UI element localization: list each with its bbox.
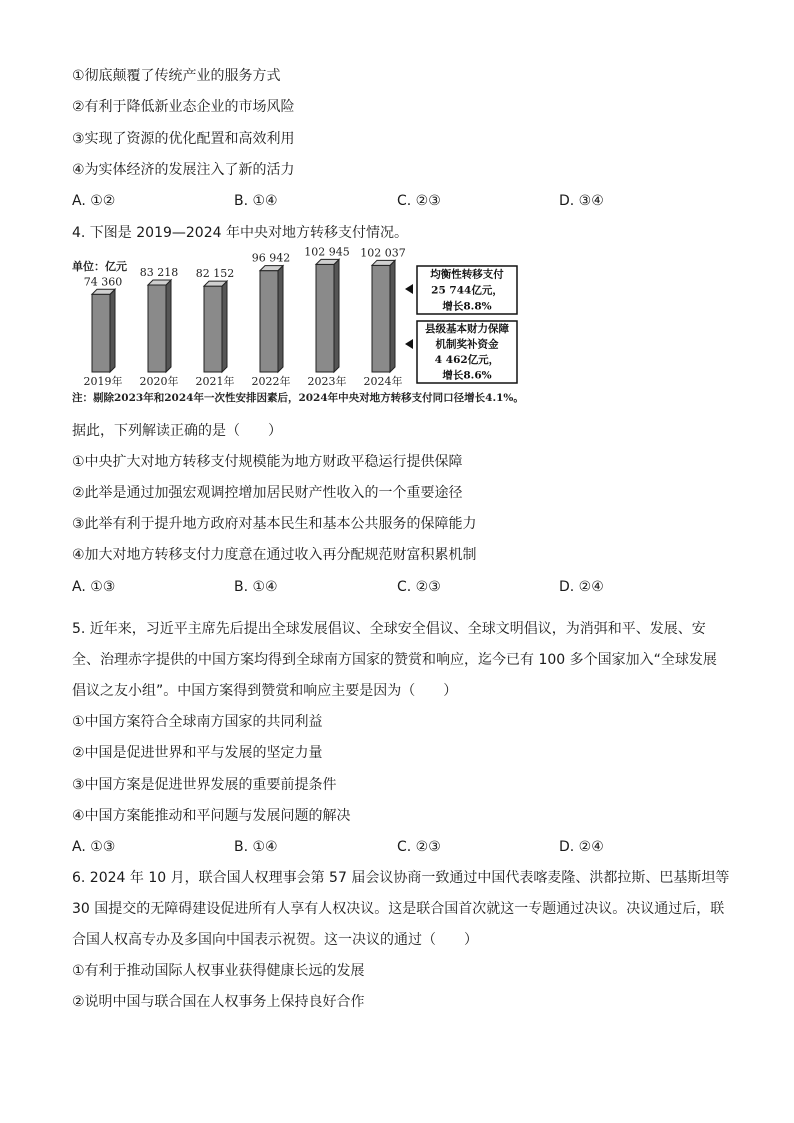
- q4-option-b[interactable]: B. ①④: [234, 579, 278, 595]
- bar-side-3: [222, 281, 227, 372]
- bar-category-label-1: 2019年: [83, 375, 123, 388]
- annotation-1-line-2: 25 744亿元，: [431, 284, 503, 297]
- q3-option-c[interactable]: C. ②③: [397, 193, 441, 209]
- bar-front-1: [92, 294, 110, 372]
- q4-option-c[interactable]: C. ②③: [397, 579, 441, 595]
- q4-stem: 4. 下图是 2019—2024 年中央对地方转移支付情况。: [72, 225, 408, 241]
- q5-item-3: ③中国方案是促进世界发展的重要前提条件: [72, 777, 337, 793]
- q3-item-1: ①彻底颠覆了传统产业的服务方式: [72, 68, 281, 84]
- q6-stem-line-3: 合国人权高专办及多国向中国表示祝贺。这一决议的通过（ ）: [72, 932, 478, 948]
- bar-value-label-3: 82 152: [195, 267, 235, 281]
- bar-side-2: [166, 280, 171, 372]
- annotation-arrow-icon-2: [405, 339, 413, 349]
- q4-item-4: ④加大对地方转移支付力度意在通过收入再分配规范财富积累机制: [72, 547, 477, 563]
- bar-value-label-2: 83 218: [139, 265, 179, 279]
- bar-value-label-5: 102 945: [304, 245, 350, 259]
- annotation-2-line-4: 增长8.6%: [442, 369, 492, 382]
- q5-option-d[interactable]: D. ②④: [559, 839, 604, 855]
- q6-stem-line-2: 30 国提交的无障碍建设促进所有人享有人权决议。这是联合国首次就这一专题通过决议。决议通过后，联: [72, 901, 725, 917]
- bar-category-label-2: 2020年: [139, 375, 179, 388]
- q6-item-1: ①有利于推动国际人权事业获得健康长远的发展: [72, 963, 365, 979]
- q5-stem-line-1: 5. 近年来，习近平主席先后提出全球发展倡议、全球安全倡议、全球文明倡议，为消弭和平、发展、安: [72, 621, 706, 637]
- q4-item-2: ②此举是通过加强宏观调控增加居民财产性收入的一个重要途径: [72, 485, 463, 501]
- q5-option-c[interactable]: C. ②③: [397, 839, 441, 855]
- annotation-2-line-1: 县级基本财力保障: [425, 323, 509, 336]
- q5-option-b[interactable]: B. ①④: [234, 839, 278, 855]
- bar-front-2: [148, 285, 166, 372]
- annotation-arrow-icon-1: [405, 284, 413, 294]
- annotation-2-line-3: 4 462亿元，: [434, 354, 500, 367]
- q4-option-d[interactable]: D. ②④: [559, 579, 604, 595]
- q3-option-b[interactable]: B. ①④: [234, 193, 278, 209]
- q4-option-a[interactable]: A. ①③: [72, 579, 116, 595]
- q5-item-2: ②中国是促进世界和平与发展的坚定力量: [72, 745, 323, 761]
- bar-front-5: [316, 264, 334, 372]
- q5-options: [72, 837, 732, 857]
- bar-value-label-1: 74 360: [83, 275, 123, 289]
- q6-item-2: ②说明中国与联合国在人权事务上保持良好合作: [72, 994, 365, 1010]
- q5-option-a[interactable]: A. ①③: [72, 839, 116, 855]
- bar-category-label-6: 2024年: [363, 375, 403, 388]
- bar-front-3: [204, 286, 222, 372]
- q5-item-1: ①中国方案符合全球南方国家的共同利益: [72, 714, 323, 730]
- transfer-payment-chart: [72, 245, 542, 406]
- annotations-layer: [405, 266, 517, 383]
- annotation-1-line-3: 增长8.8%: [442, 300, 492, 313]
- bar-side-5: [334, 259, 339, 372]
- q5-stem-line-2: 全、治理赤字提供的中国方案均得到全球南方国家的赞赏和响应，迄今已有 100 多个国家加入“全球发展: [72, 652, 717, 668]
- bar-value-label-4: 96 942: [251, 251, 291, 265]
- bar-front-4: [260, 271, 278, 372]
- q4-options: [72, 577, 732, 597]
- bars-layer: [84, 245, 406, 388]
- bar-front-6: [372, 265, 390, 372]
- q3-item-2: ②有利于降低新业态企业的市场风险: [72, 99, 295, 115]
- chart-note: 注：剔除2023年和2024年一次性安排因素后，2024年中央对地方转移支付同口径增长4.1%。: [72, 392, 524, 404]
- annotation-1-line-1: 均衡性转移支付: [430, 268, 504, 281]
- bar-category-label-4: 2022年: [251, 375, 291, 388]
- q3-options: [72, 191, 732, 211]
- bar-category-label-3: 2021年: [195, 375, 235, 388]
- q5-stem-line-3: 倡议之友小组”。中国方案得到赞赏和响应主要是因为（ ）: [72, 683, 458, 699]
- q4-question: 据此，下列解读正确的是（ ）: [72, 423, 282, 439]
- bar-side-1: [110, 289, 115, 372]
- chart-canvas: [72, 245, 542, 406]
- bar-value-label-6: 102 037: [360, 246, 406, 260]
- bar-category-label-5: 2023年: [307, 375, 347, 388]
- bar-side-6: [390, 260, 395, 372]
- q3-item-4: ④为实体经济的发展注入了新的活力: [72, 162, 295, 178]
- q6-stem-line-1: 6. 2024 年 10 月，联合国人权理事会第 57 届会议协商一致通过中国代表喀麦隆、洪都拉斯、巴基斯坦等: [72, 870, 730, 886]
- bar-side-4: [278, 266, 283, 372]
- q5-item-4: ④中国方案能推动和平问题与发展问题的解决: [72, 808, 351, 824]
- annotation-2-line-2: 机制奖补资金: [435, 338, 499, 351]
- chart-unit-label: 单位：亿元: [72, 260, 127, 273]
- q3-item-3: ③实现了资源的优化配置和高效利用: [72, 131, 295, 147]
- q3-option-a[interactable]: A. ①②: [72, 193, 116, 209]
- q3-option-d[interactable]: D. ③④: [559, 193, 604, 209]
- q4-item-1: ①中央扩大对地方转移支付规模能为地方财政平稳运行提供保障: [72, 454, 463, 470]
- q4-item-3: ③此举有利于提升地方政府对基本民生和基本公共服务的保障能力: [72, 516, 477, 532]
